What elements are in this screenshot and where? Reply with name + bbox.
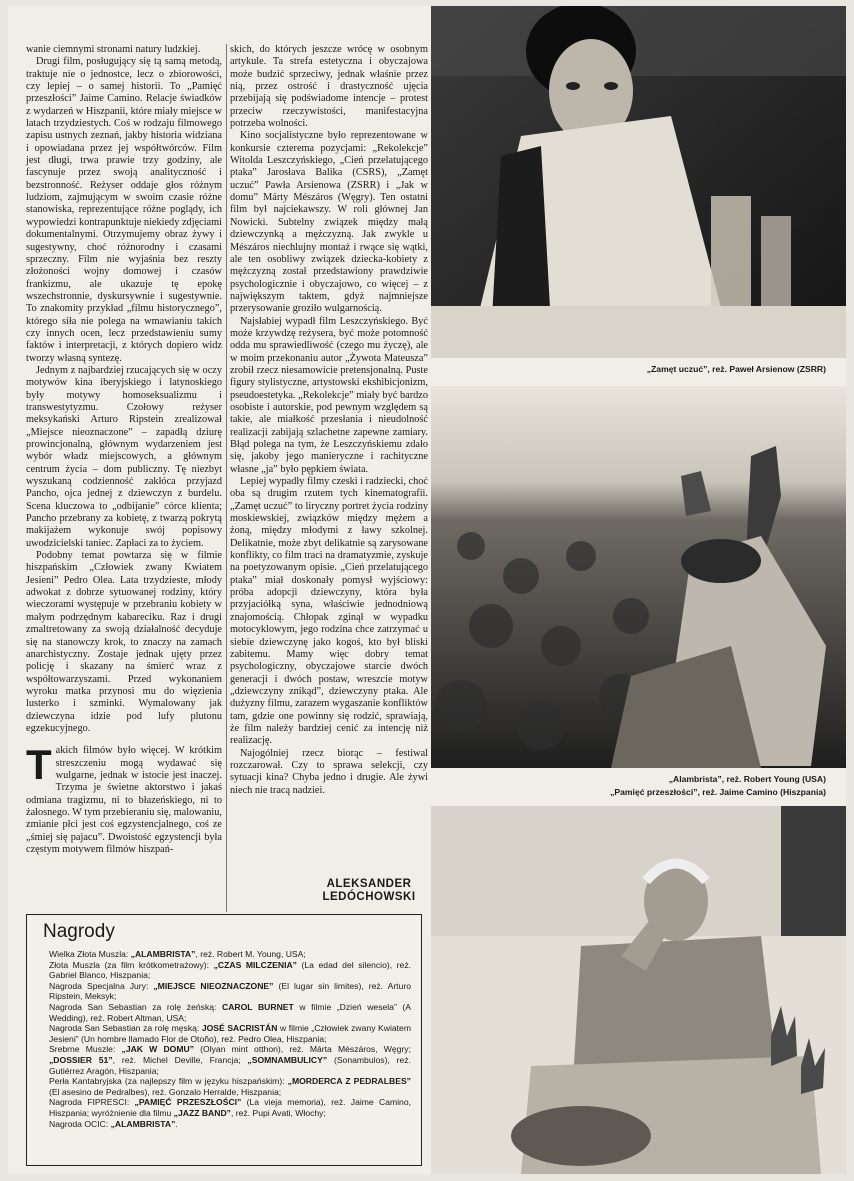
award-details: (El asesino de Pedralbes), reż. Gonzalo Herralde, Hiszpania; — [49, 1086, 282, 1097]
award-label: Srebrne Muszle: — [49, 1044, 122, 1055]
paragraph: Najogólniej rzecz biorąc – festiwal rozczarował. Czy to sprawa selekcji, czy sytuacji kina? Chyba jedno i drugie. Ale żywi niech nie tracą nadziei. — [230, 747, 428, 796]
award-item — [39, 1044, 411, 1076]
article-author — [310, 878, 428, 904]
award-winner: „MIEJSCE NIEOZNACZONE” — [153, 980, 274, 991]
awards-box — [26, 914, 422, 1166]
award-item — [39, 1002, 411, 1023]
award-winner: „ALAMBRISTA” — [110, 1118, 176, 1129]
award-label: Złota Muszla (za film krótkometrażowy): — [49, 959, 214, 970]
photo-film-still-woman-icon — [431, 6, 846, 358]
award-details: w filmie „Człowiek zwany Kwiatem Jesieni” (Un hombre llamado Flor de Otoño), reż. Pedro Olea, Hiszpania; — [49, 1023, 411, 1044]
award-details: , reż. Pupi Avati, Włochy; — [230, 1107, 326, 1118]
paragraph-text: akich filmów było więcej. W krótkim streszczeniu mogą wydawać się wulgarne, jednak w istocie jest inaczej. Trzyma je świetne aktorstwo i jakaś odmiana tragizmu, ni to błazeńskiego, ni to żałosnego. W tym przebieraniu się, malowaniu, zmianie płci jest coś egzystencjalnego, coś ze „śmiej się pajacu”. Dwoistość egzystencji była częstym motywem filmów hiszpań- — [26, 745, 222, 855]
paragraph: Podobny temat powtarza się w filmie hiszpańskim „Człowiek zwany Kwiatem Jesieni” Pedro Olea. Lata trzydzieste, młody adwokat z dobrze sytuowanej rodziny, który wieczorami występuje w przebraniu kobiety w małym podrzędnym kabareciku. Raz i drugi zmaltretowany za swoją działalność decyduje się na stanowczy krok, to znaczy na zamach anarchistyczny. Zostaje jednak ujęty przez policję i skazany na śmierć wraz z współtowarzyszami. Przed wykonaniem wyroku matka przynosi mu do więzienia lusterko i szminki. Wymalowany jak dziewczyna idzie pod lufy plutonu egzekucyjnego. — [26, 550, 222, 734]
award-winner: „JAK W DOMU” — [121, 1044, 194, 1055]
award-winner: „CZAS MILCZENIA” — [213, 959, 297, 970]
photo-3-caption: „Pamięć przeszłości”, reż. Jaime Camino (Hiszpania) — [610, 787, 826, 797]
award-details: (El lugar sin limites), reż. Arturo Ripstein, Meksyk; — [49, 980, 411, 1002]
award-item — [39, 960, 411, 981]
photo-seated-man-icon — [431, 806, 846, 1174]
award-details: (La vieja memoria), reż. Jaime Camino, Hiszpania; wyróżnienie dla filmu — [49, 1097, 411, 1118]
paragraph: Jednym z najbardziej rzucających się w oczy motywów kina iberyjskiego i latynoskiego były motywy homoseksualizmu i transwestytyzmu. Czołowy reżyser meksykański Arturo Ripstein zrealizował „Miejsce nieoznaczone” – zapadłą dziurę prowincjonalną, głównym wydarzeniem jest wybór władz miejscowych, a głównym centrum życia – dom publiczny. Tę niezbyt wyszukaną codzienność zakłóca przyjazd Pancho, ojca jednej z dziewczyn z burdelu. Scena kluczowa to „odbijanie” córce klienta; Pancho przebrany za kobietę, z twarzą pokrytą makijażem wykonuje swój popisowy uwodzicielski taniec. Zapłaci za to życiem. — [26, 364, 222, 549]
paragraph: skich, do których jeszcze wrócę w osobnym artykule. Ta strefa estetyczna i obyczajowa może budzić sprzeciwy, jednak właśnie przez nią, przez ostrość i drastyczność ujęcia przebijają się podświadome intencje – protest przeciw rzeczywistości, manifestacyjna potrzeba wolności. — [230, 44, 428, 130]
award-winner: „PAMIĘĆ PRZESZŁOŚCI” — [134, 1097, 242, 1108]
award-winner: „ALAMBRISTA” — [130, 949, 196, 959]
award-winner: „SOMNAMBULICY” — [247, 1054, 328, 1065]
award-label: Wielka Złota Muszla: — [49, 949, 131, 959]
magazine-page — [8, 6, 846, 1174]
article-column-2 — [230, 44, 428, 797]
award-item — [39, 1119, 411, 1130]
film-still-photo-1 — [431, 6, 846, 358]
award-item — [39, 1023, 411, 1044]
paragraph: Lepiej wypadły filmy czeski i radziecki, choć oba są drugim rzutem tych kinematografii. „Zamęt uczuć” to liryczny portret życia rodziny moskiewskiej, związków między mężem a żoną, między młodymi z ławy szkolnej. Delikatnie, może zbyt delikatnie są zarysowane konflikty, co film traci na dramatyzmie, zyskuje na poetyzowanym opisie. „Cień przelatującego ptaka” miał doskonały pomysł wyjściowy: próba adopcji dziewczyny, która była przyjaciółką syna, właściwie jednodniową znajomością. Chłopak zginął w wypadku motocyklowym, jego rodzina chce zatrzymać u siebie dziewczynę jako kogoś, kto był bliski zabitemu. Mamy więc dobry temat psychologiczny, obyczajowe starcie dwóch generacji i dwóch postaw, wreszcie motyw „dziewczyny znikąd”, dziewczyny ptaka. Ale dużyzny filmu, zarazem wygaszanie konfliktów tam, gdzie one powinny się rodzić, sprawiają, że film należy bardziej cenić za intencję niż realizację. — [230, 476, 428, 747]
award-details: (La edad del silencio), reż. Gabriel Blanco, Hiszpania; — [49, 959, 412, 981]
award-label: Nagroda FIPRESCI: — [49, 1097, 135, 1108]
award-winner: CAROL BURNET — [222, 1001, 294, 1012]
film-still-photo-3 — [431, 806, 846, 1174]
award-details: (Sonambulos), reż. Gutiérrez Aragón, Hiszpania; — [49, 1054, 411, 1076]
photo-2-caption: „Alambrista”, reż. Robert Young (USA) — [668, 774, 826, 784]
award-winner: „DOSSIER 51” — [49, 1054, 113, 1065]
paragraph: Drugi film, posługujący się tą samą metodą, traktuje nie o jednostce, lecz o zbiorowości, czy lepiej – o samej historii. To „Pamięć przeszłości” Jaime Camino. Relacje świadków z wydarzeń w Hiszpanii, które miały miejsce w latach trzydziestych. Coś w rodzaju filmowego zapisu ustnych zeznań, jakby historia widziana i opowiadana przez jej współtwórców. Film jest długi, trwa prawie trzy godziny, ale fascynuje przez swoją analityczność i bezstronność. Reżyser oddaje głos różnym ludziom, zajmującym w swoim czasie różne stanowiska, reprezentujące różne poglądy, ich wypowiedzi kontrapunktuje niekiedy zdjęciami dokumentalnymi. Otrzymujemy obraz żywy i sugestywny, choć różnorodny i czasami sprzeczny. Film nie wyjaśnia bez reszty złożoności wojny domowej i czasów frankizmu, ale ukazuje tę epokę wszechstronnie, dyskursywnie i sugestywnie. To znakomity przykład „filmu historycznego”, którego siła nie polega na wmawianiu takich czy innych ocen, lecz przedstawieniu sumy faktów i interpretacji, z których dopiero widz tworzy własną syntezę. — [26, 56, 222, 364]
award-details: (Olyan mint otthon), reż. Márta Mészáros, Węgry; — [194, 1044, 411, 1055]
award-item — [39, 981, 411, 1002]
drop-cap: T — [26, 741, 52, 789]
article-column-1 — [26, 44, 222, 856]
awards-list — [39, 949, 411, 1129]
award-details: w filmie „Dzień wesela” (A Wedding), reż. Robert Altman, USA; — [49, 1001, 412, 1023]
award-winner: „MORDERCA Z PEDRALBES” — [287, 1076, 411, 1087]
award-label: Nagroda Specjalna Jury: — [49, 980, 154, 991]
photo-field-workers-icon — [431, 386, 846, 768]
film-still-photo-2 — [431, 386, 846, 768]
award-details: , reż. Michel Deville, Francja; — [112, 1054, 248, 1065]
author-first-name: ALEKSANDER — [326, 878, 412, 890]
award-winner: „JAZZ BAND” — [173, 1107, 231, 1118]
award-label: Nagroda San Sebastian za rolę żeńską: — [49, 1001, 222, 1012]
paragraph-with-dropcap — [26, 741, 222, 856]
award-label: Nagroda San Sebastian za rolę męską: — [49, 1023, 202, 1034]
award-item — [39, 1076, 411, 1097]
author-last-name: LEDÓCHOWSKI — [322, 891, 416, 903]
award-label: Nagroda OCIC: — [49, 1118, 111, 1129]
award-item — [39, 949, 411, 960]
awards-title: Nagrody — [43, 921, 115, 942]
paragraph: Najsłabiej wypadł film Leszczyńskiego. Być może krzywdzę reżysera, być może potomność odda mu sprawiedliwość (czego mu życzę), ale w moim przekonaniu autor „Żywota Mateusza” zrobił rzecz niesamowicie pretensjonalną. Puste figury stylistyczne, artystowski ekshibicjonizm, pseudoestetyka. „Rekolekcje” miały być bardzo osobiste i autorskie, pod pewnym względem są takie, ale miałkość przesłania i nieudolność realizacji zabijają szlachetne zapewne zamiary. Błąd polega na tym, że Leszczyńskiemu zdało się, jakoby jego manieryczne i rachityczne własne „ja” było pępkiem świata. — [230, 315, 428, 475]
paragraph: wanie ciemnymi stronami natury ludzkiej. — [26, 44, 201, 55]
photo-1-caption: „Zamęt uczuć”, reż. Paweł Arsienow (ZSRR) — [646, 364, 826, 374]
column-divider — [226, 44, 227, 912]
award-label: Perła Kantabryjska (za najlepszy film w języku hiszpańskim): — [49, 1076, 288, 1087]
award-winner: JOSÉ SACRISTÁN — [201, 1023, 278, 1034]
award-details: , reż. Robert M. Young, USA; — [195, 949, 306, 959]
award-details: . — [175, 1118, 178, 1129]
award-item — [39, 1097, 411, 1118]
paragraph: Kino socjalistyczne było reprezentowane w konkursie czterema pozycjami: „Rekolekcje” Witolda Leszczyńskiego, „Cień przelatującego ptaka” Jarosłava Balika (CSRS), „Zamęt uczuć” Pawła Arsienowa (ZSRR) i „Jak w domu” Márty Mészáros (Węgry). Ten ostatni film był najciekawszy. W roli głównej Jan Nowicki. Subtelny związek między małą dziewczynką a mężczyzną. Jak zwykle u Mészáros niechlujny montaż i rwące się wątki, ale ten osobliwy związek dziecka-kobiety z mężczyzną został przedstawiony prawdziwie psychologicznie i obyczajowo, co więcej – z największym taktem, gdyż najmniejsze przerysowanie groziło wulgarnością. — [230, 130, 428, 315]
